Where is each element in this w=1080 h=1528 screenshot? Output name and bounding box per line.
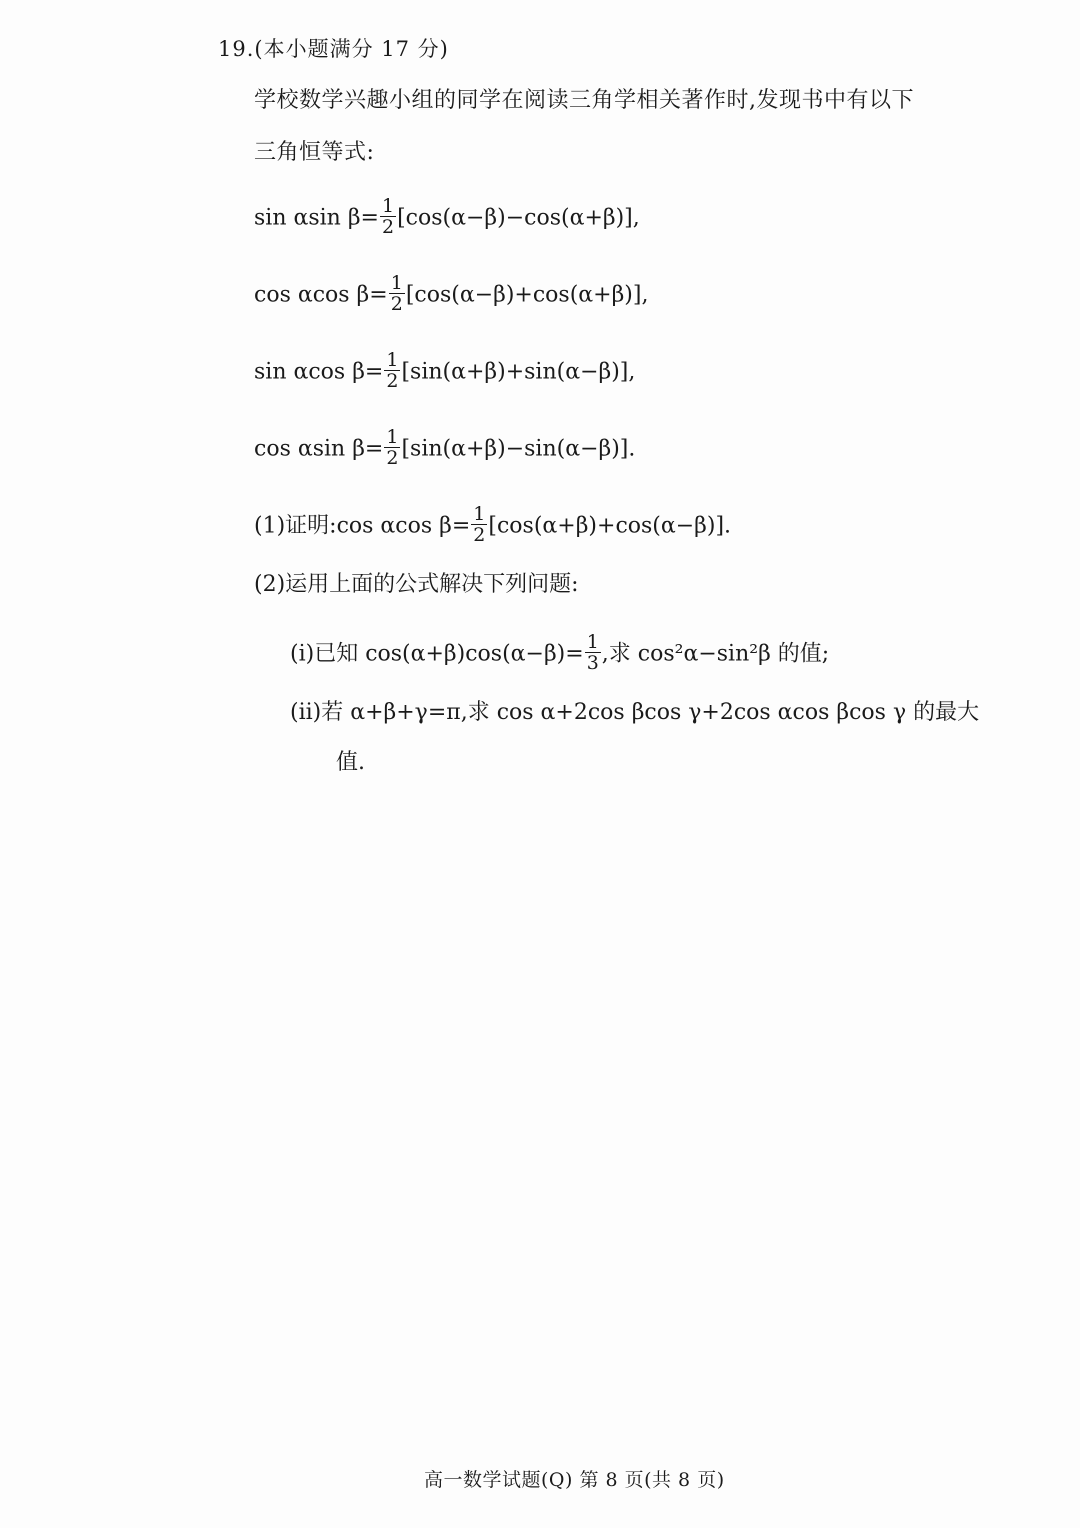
fraction-numerator: 1 xyxy=(386,349,399,371)
fraction-numerator: 1 xyxy=(382,195,395,217)
part-2-sub-i xyxy=(290,631,830,675)
fraction-denominator: 3 xyxy=(586,652,599,674)
intro-text-line-1: 学校数学兴趣小组的同学在阅读三角学相关著作时,发现书中有以下 xyxy=(254,88,914,113)
formula-lhs: sin αcos β= xyxy=(254,359,384,385)
formula-4 xyxy=(254,426,636,470)
part-1-prefix: (1)证明:cos αcos β= xyxy=(254,513,471,539)
formula-lhs: cos αsin β= xyxy=(254,436,384,462)
fraction xyxy=(389,273,405,314)
fraction xyxy=(471,504,487,545)
page-footer: 高一数学试题(Q) 第 8 页(共 8 页) xyxy=(424,1469,725,1491)
formula-3 xyxy=(254,349,636,393)
fraction-numerator: 1 xyxy=(386,426,399,448)
question-header: 19.(本小题满分 17 分) xyxy=(218,37,449,61)
fraction-numerator: 1 xyxy=(390,272,403,294)
formula-lhs: sin αsin β= xyxy=(254,205,379,231)
formula-rhs: [sin(α+β)−sin(α−β)]. xyxy=(401,436,636,462)
part-2-text: (2)运用上面的公式解决下列问题: xyxy=(254,572,579,597)
formula-lhs: cos αcos β= xyxy=(254,282,388,308)
fraction-denominator: 2 xyxy=(386,370,399,392)
fraction xyxy=(384,350,400,391)
formula-1 xyxy=(254,195,640,239)
fraction xyxy=(380,196,396,237)
fraction-numerator: 1 xyxy=(586,631,599,653)
fraction-denominator: 2 xyxy=(390,293,403,315)
formula-rhs: [cos(α−β)+cos(α+β)], xyxy=(405,282,649,308)
formula-rhs: [sin(α+β)+sin(α−β)], xyxy=(401,359,636,385)
part-2-sub-ii-line-2: 值. xyxy=(336,750,365,775)
fraction-denominator: 2 xyxy=(382,216,395,238)
formula-rhs: [cos(α−β)−cos(α+β)], xyxy=(397,205,640,231)
formula-2 xyxy=(254,272,649,316)
intro-text-line-2: 三角恒等式: xyxy=(254,140,375,165)
sub-i-prefix: (ⅰ)已知 cos(α+β)cos(α−β)= xyxy=(290,641,584,667)
fraction xyxy=(384,427,400,468)
fraction-numerator: 1 xyxy=(473,503,486,525)
part-2-sub-ii-line-1: (ⅱ)若 α+β+γ=π,求 cos α+2cos βcos γ+2cos αcos βcos γ 的最大 xyxy=(290,700,980,725)
sub-i-suffix: ,求 cos²α−sin²β 的值; xyxy=(601,641,830,667)
part-1-rhs: [cos(α+β)+cos(α−β)]. xyxy=(488,513,732,539)
fraction-denominator: 2 xyxy=(386,447,399,469)
fraction xyxy=(585,632,601,673)
part-1 xyxy=(254,503,732,547)
fraction-denominator: 2 xyxy=(473,524,486,546)
